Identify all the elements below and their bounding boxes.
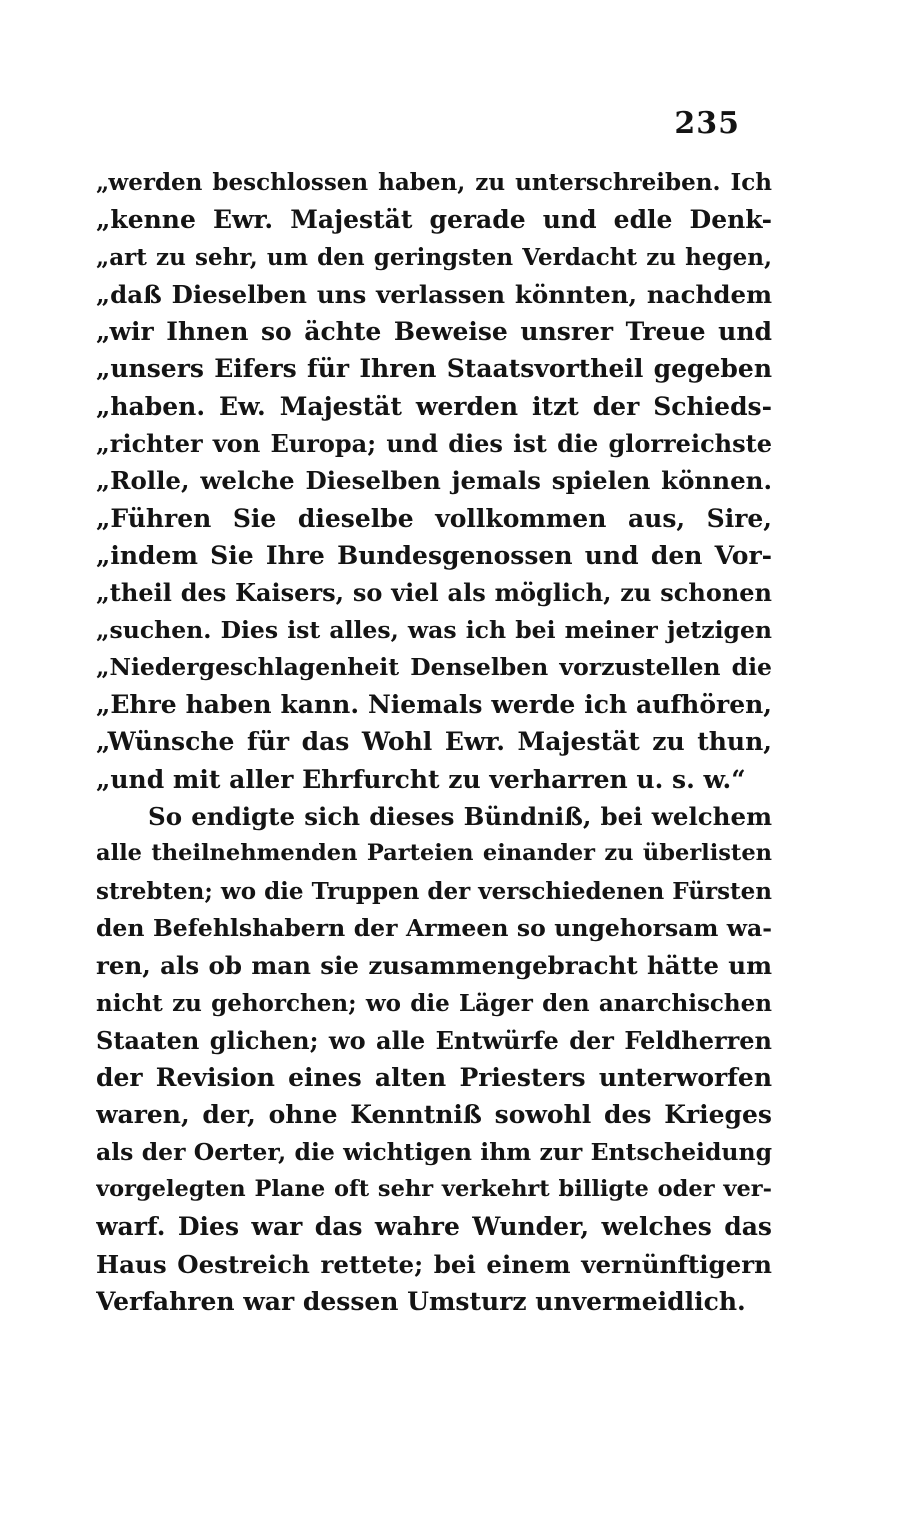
text-line: als der Oerter, die wichtigen ihm zur Entscheidung (96, 1137, 772, 1166)
text-line: warf. Dies war das wahre Wunder, welches das (96, 1212, 772, 1242)
text-line: „richter von Europa; und dies ist die glorreichste (96, 429, 772, 459)
text-line: „Führen Sie dieselbe vollkommen aus, Sire, (96, 503, 772, 533)
text-line: „theil des Kaisers, so viel als möglich, zu schonen (96, 578, 772, 608)
text-line: nicht zu gehorchen; wo die Läger den anarchischen (96, 989, 772, 1017)
text-line: „kenne Ewr. Majestät gerade und edle Denk- (96, 205, 772, 235)
text-line: „indem Sie Ihre Bundesgenossen und den Vor- (96, 540, 772, 570)
text-line: „Ehre haben kann. Niemals werde ich aufhören, (96, 690, 772, 720)
text-line: strebten; wo die Truppen der verschiedenen Fürsten (96, 877, 772, 905)
body-text (96, 164, 772, 1320)
text-line: „suchen. Dies ist alles, was ich bei meiner jetzigen (96, 615, 772, 644)
page-number: 235 (674, 106, 740, 141)
text-line: „und mit aller Ehrfurcht zu verharren u. s. w.“ (96, 764, 746, 794)
text-line: „werden beschlossen haben, zu unterschreiben. Ich (96, 169, 772, 196)
text-line: der Revision eines alten Priesters unterworfen (96, 1063, 772, 1093)
text-line: „unsers Eifers für Ihren Staatsvortheil gegeben (96, 354, 772, 384)
text-line: „Niedergeschlagenheit Denselben vorzustellen die (96, 652, 772, 681)
text-line: Haus Oestreich rettete; bei einem vernünftigern (96, 1249, 772, 1279)
text-line: „wir Ihnen so ächte Beweise unsrer Treue und (96, 317, 772, 347)
paragraph-start-line: So endigte sich dieses Bündniß, bei welchem (148, 802, 772, 832)
text-line: den Befehlshabern der Armeen so ungehorsam wa- (96, 913, 772, 942)
text-line: „art zu sehr, um den geringsten Verdacht zu hegen, (96, 243, 772, 271)
text-line: ren, als ob man sie zusammengebracht hätte um (96, 951, 772, 981)
text-line: alle theilnehmenden Parteien einander zu überlisten (96, 840, 772, 867)
text-line: vorgelegten Plane oft sehr verkehrt billigte oder ver- (96, 1176, 772, 1203)
text-line: waren, der, ohne Kenntniß sowohl des Krieges (96, 1100, 772, 1130)
text-line: Verfahren war dessen Umsturz unvermeidlich. (96, 1286, 746, 1316)
text-line: „daß Dieselben uns verlassen könnten, nachdem (96, 279, 772, 309)
text-line: Staaten glichen; wo alle Entwürfe der Feldherren (96, 1025, 772, 1055)
text-line: „Rolle, welche Dieselben jemals spielen können. (96, 466, 772, 496)
text-line: „haben. Ew. Majestät werden itzt der Schieds- (96, 391, 772, 421)
text-line: „Wünsche für das Wohl Ewr. Majestät zu thun, (96, 727, 772, 757)
